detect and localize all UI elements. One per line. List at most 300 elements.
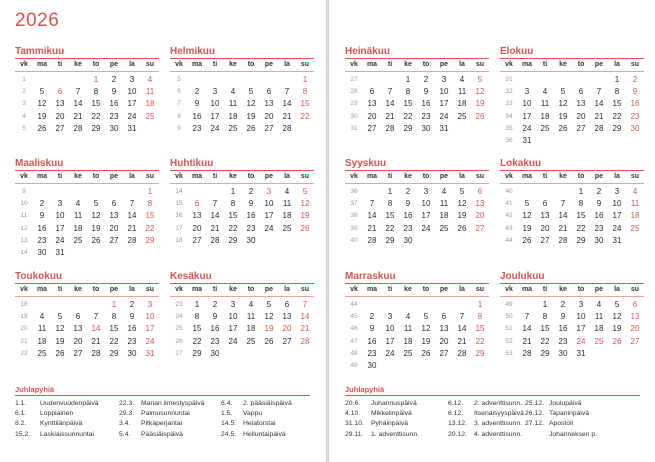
day-cell: 6 <box>369 87 375 97</box>
day-cell: 4 <box>284 187 290 196</box>
day-cell: 19 <box>475 99 485 109</box>
holiday-row <box>345 409 419 419</box>
day-cell: 27 <box>282 336 292 346</box>
holiday-date: 29.11. <box>345 430 364 438</box>
week-number: 41 <box>505 200 513 208</box>
day-cell <box>363 299 381 311</box>
day-cell: 8 <box>477 312 483 322</box>
day-cell: 28 <box>385 123 395 133</box>
day-cell: 28 <box>282 123 292 133</box>
day-cell <box>381 299 399 311</box>
day-cell: 29 <box>475 348 485 358</box>
day-cell: 19 <box>246 111 256 121</box>
day-cell: 29 <box>145 235 155 245</box>
weekday-label: ti <box>387 286 393 293</box>
day-cell: 23 <box>192 123 202 133</box>
day-cell: 7 <box>387 87 393 97</box>
day-cell: 19 <box>558 111 568 121</box>
month-maaliskuu <box>15 157 159 259</box>
day-cell: 23 <box>109 111 119 121</box>
day-cell: 1 <box>477 300 483 309</box>
day-cell: 23 <box>403 223 413 233</box>
weekday-label: su <box>630 173 640 180</box>
day-cell: 13 <box>630 312 640 322</box>
weekday-header <box>170 284 314 296</box>
day-cell: 12 <box>475 87 485 97</box>
weekday-label: pe <box>109 286 119 293</box>
day-cell: 18 <box>73 223 83 233</box>
holiday-name: Itsenäisyyspäivä <box>474 410 524 418</box>
day-cell <box>33 186 51 198</box>
day-cell: 24 <box>421 223 431 233</box>
day-cell: 26 <box>55 348 65 358</box>
day-cell <box>123 247 141 259</box>
day-cell: 14 <box>210 211 220 221</box>
day-cell: 29 <box>192 348 202 358</box>
day-cell: 6 <box>266 87 272 97</box>
holiday-date: 3.4. <box>119 420 131 428</box>
day-cell: 1 <box>194 300 200 309</box>
holiday-name: Loppiainen <box>40 410 74 418</box>
day-cell: 2 <box>39 199 45 209</box>
day-cell <box>471 360 489 372</box>
weekday-label: ti <box>387 173 393 180</box>
day-cell: 7 <box>524 312 530 322</box>
day-cell: 24 <box>576 336 586 346</box>
day-cell <box>242 348 260 360</box>
week-number: 12 <box>20 224 28 232</box>
day-cell: 3 <box>524 87 530 97</box>
day-cell: 13 <box>55 99 65 109</box>
weekday-label: su <box>630 61 640 68</box>
week-number: 26 <box>175 337 183 345</box>
day-cell: 18 <box>228 111 238 121</box>
day-grid <box>15 299 159 360</box>
day-cell: 11 <box>403 324 413 334</box>
day-cell: 15 <box>403 99 413 109</box>
day-cell: 7 <box>284 87 290 97</box>
weekday-label: ke <box>74 286 82 293</box>
day-cell: 6 <box>632 300 638 309</box>
week-number: 44 <box>350 301 358 308</box>
day-cell: 2 <box>194 87 200 97</box>
day-cell <box>417 235 435 247</box>
day-cell: 28 <box>594 123 604 133</box>
week-number: 40 <box>505 188 513 195</box>
day-cell: 13 <box>73 324 83 334</box>
day-cell: 9 <box>423 87 429 97</box>
day-cell: 11 <box>282 199 292 209</box>
week-number: 3 <box>22 100 26 108</box>
week-number: 32 <box>505 88 513 96</box>
day-cell: 30 <box>421 123 431 133</box>
weekday-label: pe <box>264 61 274 68</box>
week-number: 21 <box>20 337 28 345</box>
weekday-label: ti <box>212 173 218 180</box>
week-number: 36 <box>350 188 358 195</box>
day-cell: 21 <box>558 223 568 233</box>
day-cell: 28 <box>367 235 377 245</box>
weekday-label: pe <box>439 61 449 68</box>
day-cell: 23 <box>421 111 431 121</box>
holiday-row <box>221 409 292 419</box>
day-cell <box>453 299 471 311</box>
day-cell: 29 <box>403 123 413 133</box>
day-cell: 14 <box>385 99 395 109</box>
day-cell: 7 <box>560 199 566 209</box>
day-cell: 11 <box>630 199 640 209</box>
day-cell: 27 <box>475 223 485 233</box>
day-cell: 4 <box>459 75 465 84</box>
day-cell: 9 <box>405 199 411 209</box>
day-cell: 19 <box>612 324 622 334</box>
day-cell: 18 <box>246 324 256 334</box>
day-cell: 22 <box>192 336 202 346</box>
weekday-label: su <box>145 61 155 68</box>
day-cell: 18 <box>630 211 640 221</box>
weekday-label: pe <box>594 286 604 293</box>
day-cell: 16 <box>127 324 137 334</box>
day-cell: 10 <box>55 211 65 221</box>
weekday-header <box>15 59 159 71</box>
day-cell: 12 <box>457 199 467 209</box>
day-cell: 5 <box>423 312 429 322</box>
weekday-label: to <box>422 286 430 293</box>
month-title: Toukokuu <box>15 271 63 282</box>
week-number: 42 <box>505 212 513 220</box>
day-cell: 13 <box>367 99 377 109</box>
day-grid <box>15 186 159 259</box>
weekday-label: la <box>284 61 290 68</box>
holiday-row <box>448 399 524 409</box>
day-cell: 29 <box>91 123 101 133</box>
weekday-label: to <box>247 61 255 68</box>
day-cell: 5 <box>560 87 566 97</box>
holiday-name: Tapaninpäivä <box>549 410 590 418</box>
day-cell: 3 <box>614 187 620 196</box>
day-cell <box>51 186 69 198</box>
day-cell: 30 <box>37 247 47 257</box>
day-cell: 13 <box>439 324 449 334</box>
day-cell: 13 <box>192 211 202 221</box>
weekday-label: su <box>630 286 640 293</box>
day-cell: 7 <box>369 199 375 209</box>
day-cell <box>141 123 159 135</box>
day-cell: 2 <box>129 300 135 309</box>
week-number: 51 <box>505 325 513 333</box>
day-cell: 6 <box>194 199 200 209</box>
day-grid <box>170 74 314 135</box>
holiday-date <box>525 430 549 440</box>
day-cell <box>626 235 644 247</box>
weekday-label: ma <box>36 173 48 180</box>
month-title: Marraskuu <box>345 271 396 282</box>
week-number: 11 <box>20 212 28 220</box>
header-rule <box>15 296 159 297</box>
day-cell: 19 <box>37 111 47 121</box>
holiday-row <box>15 430 99 440</box>
day-cell: 24 <box>145 336 155 346</box>
day-cell: 21 <box>73 111 83 121</box>
week-number: 18 <box>175 236 183 244</box>
day-cell: 4 <box>405 312 411 322</box>
holiday-row <box>525 419 597 429</box>
day-cell: 27 <box>630 336 640 346</box>
day-cell <box>363 74 381 86</box>
day-cell: 13 <box>109 211 119 221</box>
day-cell: 11 <box>145 87 155 97</box>
day-cell: 13 <box>576 99 586 109</box>
week-number: 28 <box>350 88 358 96</box>
day-cell <box>188 74 206 86</box>
day-cell: 14 <box>367 211 377 221</box>
day-cell: 6 <box>542 199 548 209</box>
week-number: 38 <box>350 212 358 220</box>
weekday-label: to <box>92 61 100 68</box>
weekday-label: to <box>577 61 585 68</box>
right-page <box>329 0 655 462</box>
day-cell: 25 <box>540 123 550 133</box>
day-cell <box>141 247 159 259</box>
holiday-name: Vappu <box>243 410 263 418</box>
month-syyskuu <box>345 157 489 247</box>
holidays-rule <box>15 395 310 396</box>
day-cell: 15 <box>192 324 202 334</box>
day-cell <box>260 74 278 86</box>
day-cell <box>590 135 608 147</box>
day-cell: 31 <box>522 135 532 145</box>
weekday-label: ti <box>212 286 218 293</box>
weekday-label: ti <box>212 61 218 68</box>
day-cell <box>554 135 572 147</box>
day-cell: 10 <box>421 199 431 209</box>
day-cell <box>69 247 87 259</box>
day-cell: 9 <box>248 199 254 209</box>
week-number: 34 <box>505 112 513 120</box>
day-cell <box>206 186 224 198</box>
week-number: 44 <box>505 236 513 244</box>
day-cell: 12 <box>246 99 256 109</box>
week-number: 27 <box>350 76 358 83</box>
week-number: 18 <box>20 301 28 308</box>
day-cell <box>188 186 206 198</box>
day-cell: 20 <box>439 336 449 346</box>
weekday-label: vk <box>20 173 28 180</box>
day-cell: 3 <box>129 75 135 84</box>
weekday-header <box>15 284 159 296</box>
day-cell: 1 <box>302 75 308 84</box>
day-cell: 1 <box>230 187 236 196</box>
weekday-label: pe <box>439 173 449 180</box>
weekday-label: ma <box>366 61 378 68</box>
holiday-name: Mikkelinpäivä <box>371 410 412 418</box>
weekday-label: vk <box>350 173 358 180</box>
day-cell: 1 <box>111 300 117 309</box>
holiday-name: 4. adventtisunn. <box>474 430 522 438</box>
weekday-label: ma <box>366 173 378 180</box>
week-number: 2 <box>22 88 26 96</box>
day-cell: 29 <box>109 348 119 358</box>
day-cell <box>626 135 644 147</box>
day-cell <box>260 235 278 247</box>
day-cell: 6 <box>57 87 63 97</box>
day-cell <box>87 299 105 311</box>
day-cell <box>105 247 123 259</box>
day-cell: 15 <box>300 99 310 109</box>
day-cell: 8 <box>387 199 393 209</box>
day-cell <box>296 123 314 135</box>
weekday-label: vk <box>505 61 513 68</box>
holiday-row <box>448 419 524 429</box>
holiday-row <box>345 399 419 409</box>
holiday-date: 20.12. <box>448 430 467 438</box>
header-rule <box>170 296 314 297</box>
day-cell: 11 <box>457 87 467 97</box>
weekday-label: to <box>247 286 255 293</box>
week-number: 49 <box>505 301 513 308</box>
holiday-row <box>15 399 99 409</box>
month-title: Elokuu <box>500 46 534 57</box>
day-cell: 5 <box>459 187 465 196</box>
day-cell <box>242 74 260 86</box>
day-cell: 8 <box>614 87 620 97</box>
day-cell: 22 <box>91 111 101 121</box>
day-cell: 9 <box>596 199 602 209</box>
day-cell: 15 <box>145 211 155 221</box>
day-cell <box>381 360 399 372</box>
day-cell: 31 <box>127 123 137 133</box>
day-cell: 1 <box>542 300 548 309</box>
weekday-label: ke <box>229 286 237 293</box>
holiday-name: 1. adventtisunn. <box>371 430 419 438</box>
day-cell: 12 <box>421 324 431 334</box>
header-rule <box>15 71 159 72</box>
day-cell: 10 <box>385 324 395 334</box>
day-cell: 16 <box>630 99 640 109</box>
holiday-name: Palmusunnuntai <box>141 410 190 418</box>
day-cell: 26 <box>522 235 532 245</box>
day-cell <box>572 135 590 147</box>
holiday-date: 13.12. <box>448 420 467 428</box>
day-cell: 17 <box>55 223 65 233</box>
holidays-title: Juhlapyhiä <box>15 385 55 394</box>
day-cell: 1 <box>387 187 393 196</box>
day-grid <box>500 74 644 147</box>
week-number: 31 <box>505 76 513 83</box>
day-cell <box>33 74 51 86</box>
month-title: Kesäkuu <box>170 271 212 282</box>
week-number: 40 <box>350 236 358 244</box>
day-cell <box>69 299 87 311</box>
day-cell: 31 <box>55 247 65 257</box>
month-tammikuu <box>15 45 159 135</box>
week-number: 17 <box>175 224 183 232</box>
day-cell: 8 <box>405 87 411 97</box>
day-cell: 20 <box>367 111 377 121</box>
week-number: 13 <box>20 236 28 244</box>
day-cell: 1 <box>578 187 584 196</box>
day-cell: 21 <box>385 111 395 121</box>
day-cell: 10 <box>264 199 274 209</box>
day-cell: 4 <box>632 187 638 196</box>
holiday-name: Helatorstai <box>243 420 276 428</box>
day-cell: 30 <box>558 348 568 358</box>
weekday-label: pe <box>109 173 119 180</box>
day-cell: 31 <box>612 235 622 245</box>
day-cell: 16 <box>594 211 604 221</box>
day-cell <box>278 348 296 360</box>
holiday-date: 24.5. <box>221 430 237 438</box>
day-cell: 9 <box>39 211 45 221</box>
day-cell: 11 <box>246 312 256 322</box>
day-cell: 18 <box>145 99 155 109</box>
day-cell <box>296 348 314 360</box>
day-cell: 26 <box>246 123 256 133</box>
day-cell: 14 <box>558 211 568 221</box>
day-cell: 30 <box>127 348 137 358</box>
day-cell: 8 <box>230 199 236 209</box>
month-heinäkuu <box>345 45 489 135</box>
weekday-label: to <box>422 173 430 180</box>
day-cell: 25 <box>457 111 467 121</box>
day-cell: 16 <box>246 211 256 221</box>
day-cell: 22 <box>576 223 586 233</box>
day-cell: 28 <box>127 235 137 245</box>
day-cell: 17 <box>439 99 449 109</box>
weekday-label: vk <box>20 61 28 68</box>
day-cell: 10 <box>210 99 220 109</box>
day-cell: 24 <box>55 235 65 245</box>
weekday-label: to <box>247 173 255 180</box>
day-cell: 3 <box>266 187 272 196</box>
day-cell <box>518 186 536 198</box>
weekday-label: la <box>614 286 620 293</box>
month-kesäkuu <box>170 270 314 360</box>
day-cell: 10 <box>612 199 622 209</box>
weekday-label: vk <box>505 173 513 180</box>
holiday-date: 26.12. <box>525 410 544 418</box>
day-cell: 22 <box>300 111 310 121</box>
day-cell: 24 <box>439 111 449 121</box>
weekday-label: ke <box>74 61 82 68</box>
day-cell: 21 <box>91 336 101 346</box>
weekday-label: ma <box>36 286 48 293</box>
day-cell: 24 <box>385 348 395 358</box>
holidays-column <box>221 399 292 440</box>
day-cell: 16 <box>109 99 119 109</box>
week-number: 5 <box>177 76 181 83</box>
day-cell: 2 <box>111 75 117 84</box>
week-number: 16 <box>175 212 183 220</box>
weekday-label: ke <box>404 173 412 180</box>
day-cell: 27 <box>192 235 202 245</box>
day-cell: 29 <box>540 348 550 358</box>
holiday-row <box>15 409 99 419</box>
day-cell: 2 <box>596 187 602 196</box>
holiday-row <box>15 419 99 429</box>
day-cell: 28 <box>300 336 310 346</box>
holiday-name: Joulupäivä <box>549 400 582 407</box>
day-cell: 15 <box>228 211 238 221</box>
month-title: Joulukuu <box>500 271 545 282</box>
day-cell: 26 <box>91 235 101 245</box>
day-cell: 17 <box>576 324 586 334</box>
day-cell: 4 <box>248 300 254 309</box>
week-number: 39 <box>350 224 358 232</box>
week-number: 7 <box>177 100 181 108</box>
day-cell: 19 <box>457 211 467 221</box>
day-cell <box>33 299 51 311</box>
